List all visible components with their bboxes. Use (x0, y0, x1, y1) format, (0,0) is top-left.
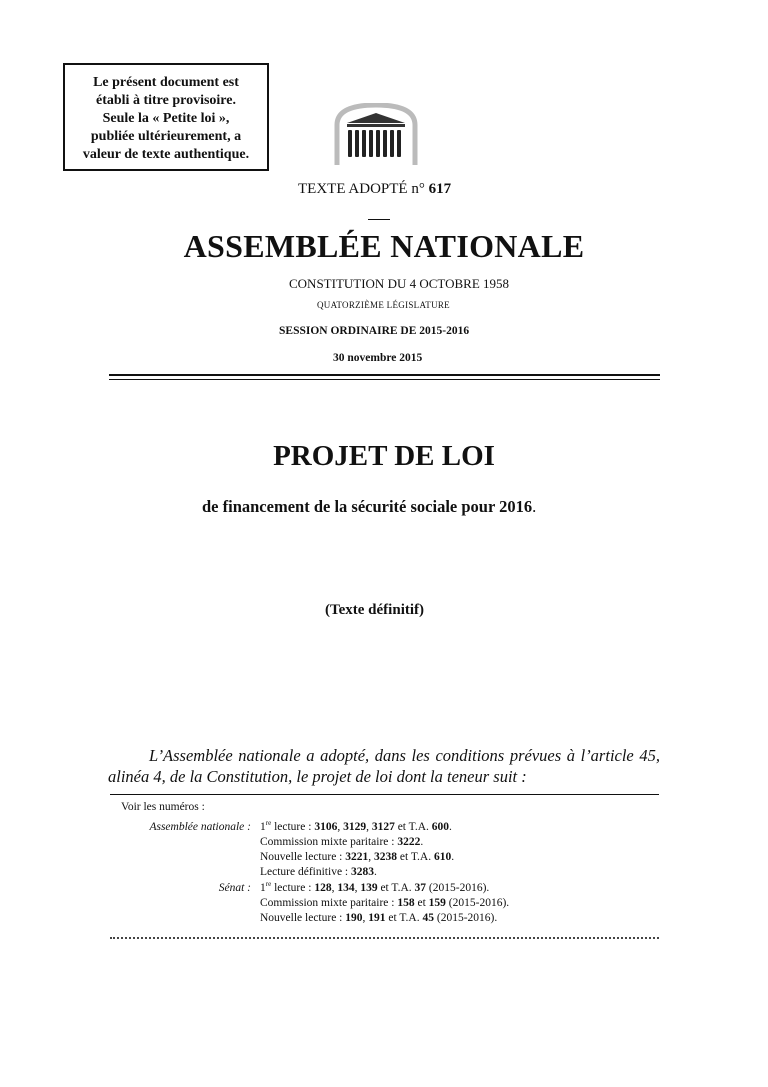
voir-numeros-label: Voir les numéros : (121, 801, 205, 813)
an-new-reading: Nouvelle lecture : 3221, 3238 et T.A. 610. (260, 851, 455, 863)
adoption-statement: L’Assemblée nationale a adopté, dans les conditions prévues à l’article 45, alinéa 4, de la Constitution, le projet de loi dont la teneur suit : (108, 746, 660, 786)
dotted-separator (110, 937, 659, 939)
provisional-notice-box (63, 63, 269, 171)
double-rule-bottom (109, 379, 660, 380)
separator-dash (368, 219, 390, 220)
senat-first-reading: 1re lecture : 128, 134, 139 et T.A. 37 (2015-2016). (260, 880, 490, 894)
an-final-reading: Lecture définitive : 3283. (260, 866, 377, 878)
session-line: SESSION ORDINAIRE DE 2015-2016 (279, 325, 470, 337)
senat-label: Sénat : (218, 882, 251, 894)
institution-title: ASSEMBLÉE NATIONALE (183, 228, 585, 264)
notice-line: Seule la « Petite loi », (102, 111, 230, 126)
double-rule-top (109, 374, 660, 376)
senat-new-reading: Nouvelle lecture : 190, 191 et T.A. 45 (2015-2016). (260, 912, 498, 924)
legislature-line: QUATORZIÈME LÉGISLATURE (317, 300, 450, 310)
an-first-reading: 1re lecture : 3106, 3129, 3127 et T.A. 600. (260, 819, 452, 833)
senat-cmp: Commission mixte paritaire : 158 et 159 (2015-2016). (260, 897, 510, 909)
texte-definitif-label: (Texte définitif) (325, 602, 425, 618)
notice-line: publiée ultérieurement, a (90, 129, 242, 144)
notice-line: valeur de texte authentique. (82, 147, 250, 162)
an-cmp: Commission mixte paritaire : 3222. (260, 836, 424, 848)
notice-line: établi à titre provisoire. (96, 93, 236, 108)
senat-references (260, 881, 509, 926)
assemblee-nationale-label: Assemblée nationale : (149, 821, 251, 833)
texte-adopte-number: TEXTE ADOPTÉ n° 617 (298, 181, 452, 197)
notice-line: Le présent document est (93, 75, 239, 90)
constitution-line: CONSTITUTION DU 4 OCTOBRE 1958 (289, 276, 510, 291)
document-title: PROJET DE LOI (273, 440, 495, 472)
references-divider (110, 794, 659, 795)
document-subtitle: de financement de la sécurité sociale pour 2016. (202, 497, 537, 516)
assemblee-nationale-logo (333, 103, 419, 169)
assemblee-references (260, 820, 454, 880)
adoption-date: 30 novembre 2015 (333, 352, 423, 364)
